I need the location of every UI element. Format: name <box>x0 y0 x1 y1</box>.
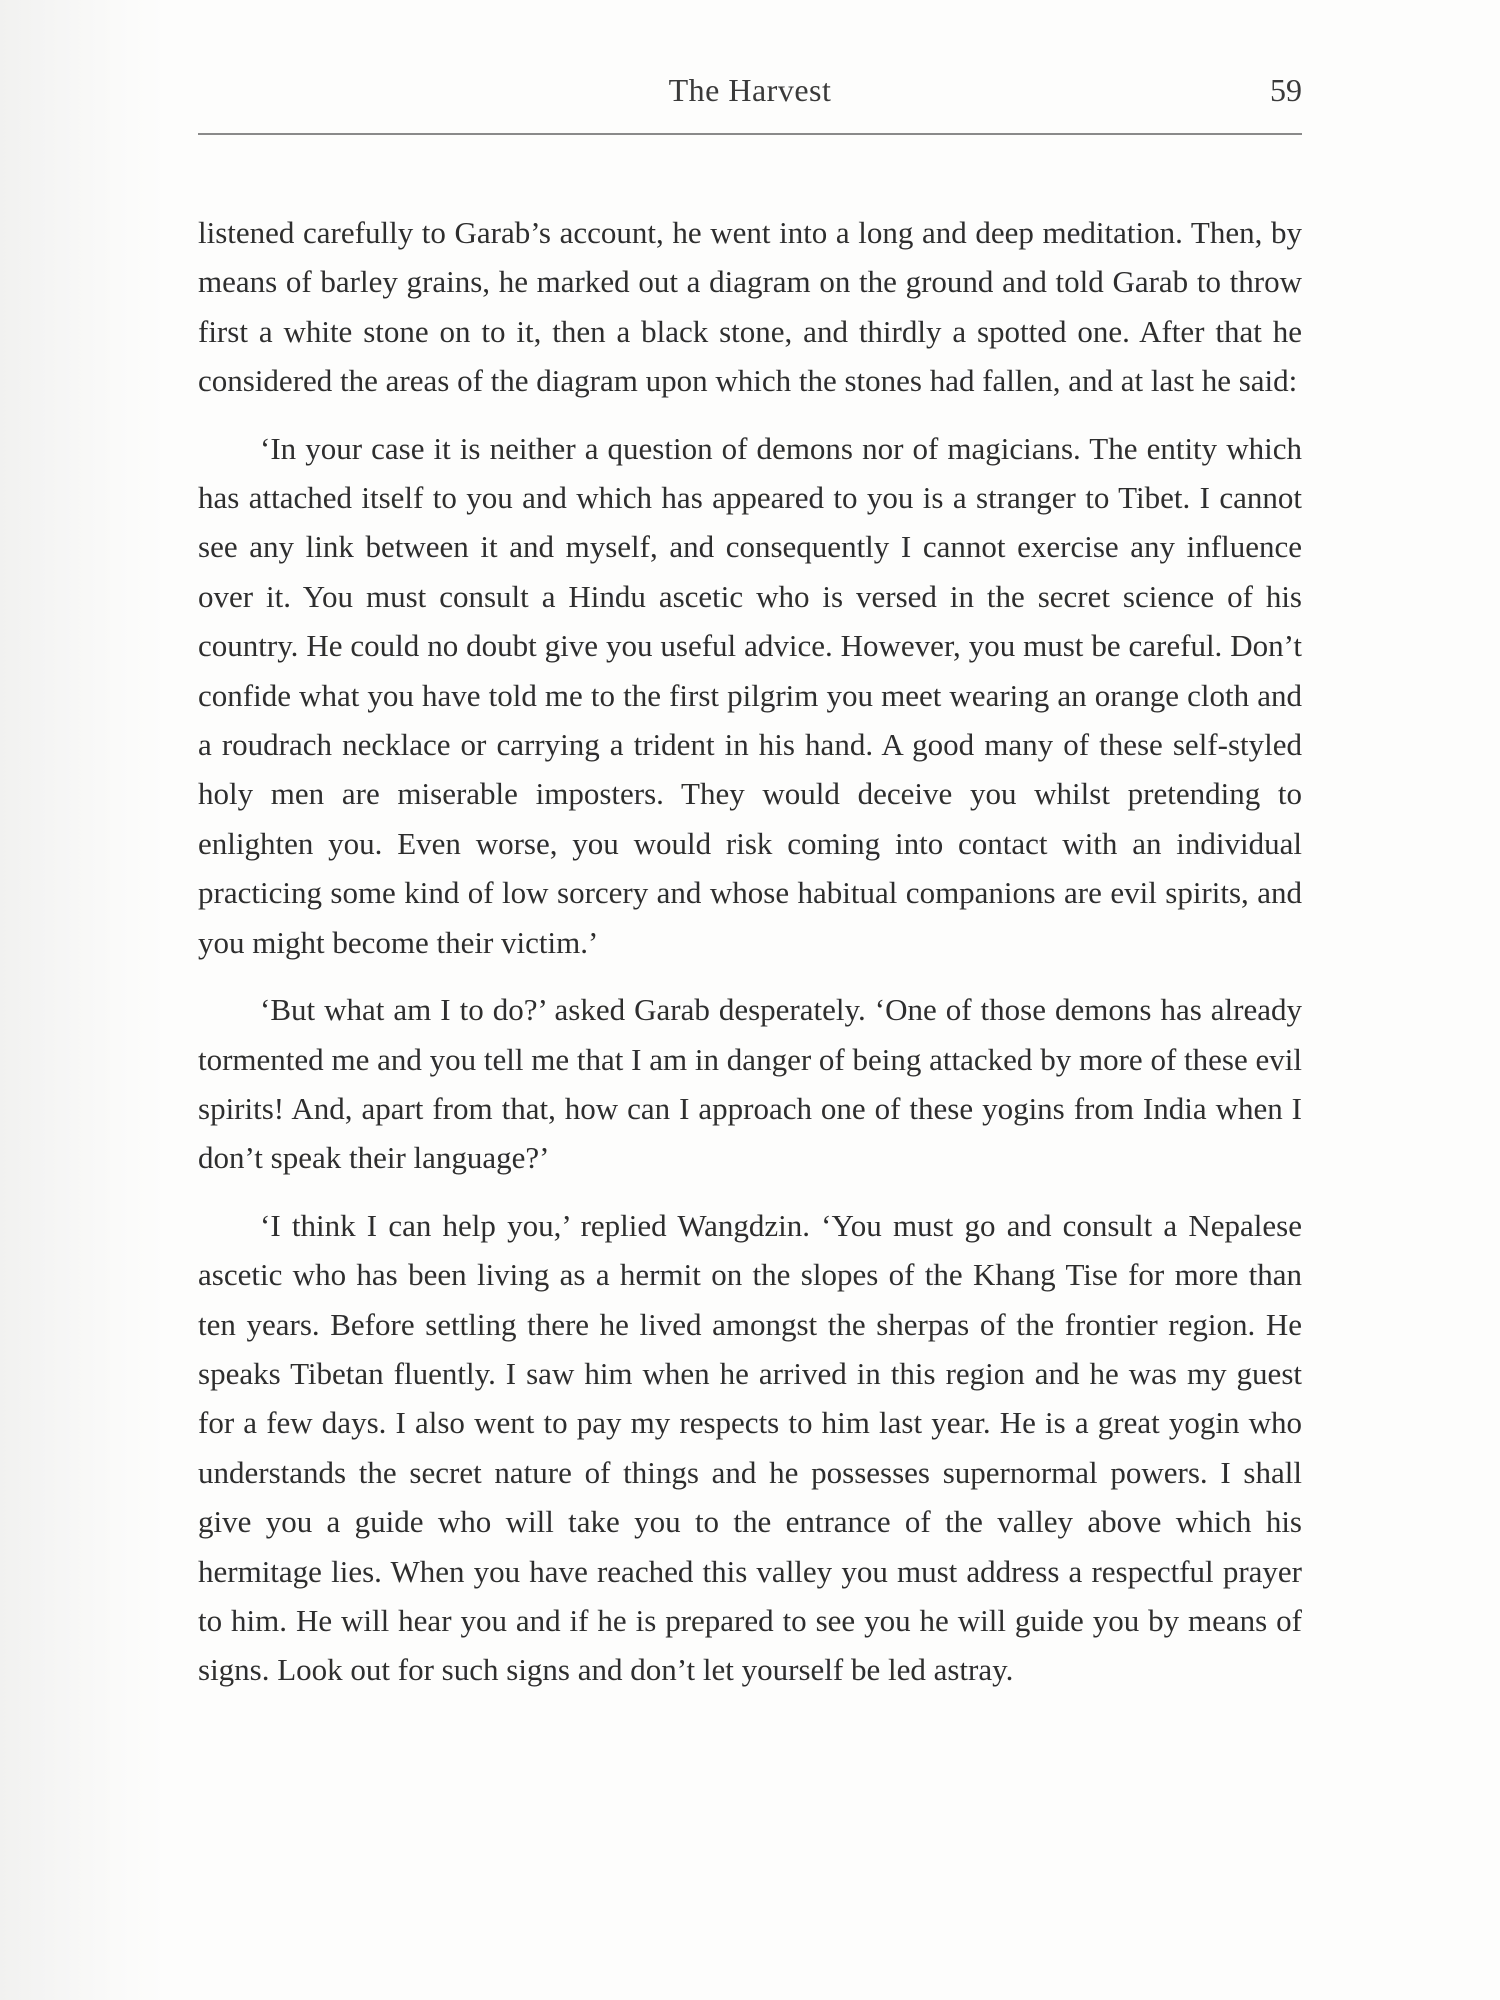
body-text <box>198 208 1302 1695</box>
gutter-shadow <box>0 0 165 2000</box>
paragraph-continued: listened carefully to Garab’s account, he went into a long and deep meditation. Then, by means of barley grains, he marked out a diagram on the ground and told Garab to throw first a white stone on to it, then a black stone, and thirdly a spotted one. After that he considered the areas of the diagram upon which the stones had fallen, and at last he said: <box>198 215 1302 399</box>
page-number: 59 <box>1270 72 1302 108</box>
running-head <box>198 72 1302 122</box>
header-rule <box>198 133 1302 135</box>
paragraph: ‘But what am I to do?’ asked Garab desperately. ‘One of those demons has already tormented me and you tell me that I am in danger of being attacked by more of these evil spirits! And, apart from that, how can I approach one of these yogins from India when I don’t speak their language?’ <box>198 992 1302 1176</box>
running-title: The Harvest <box>668 72 832 108</box>
paragraph: ‘In your case it is neither a question of demons nor of magicians. The entity which has attached itself to you and which has appeared to you is a stranger to Tibet. I cannot see any link between it and myself, and consequently I cannot exercise any influence over it. You must consult a Hindu ascetic who is versed in the secret science of his country. He could no doubt give you useful advice. However, you must be careful. Don’t confide what you have told me to the first pilgrim you meet wearing an orange cloth and a roudrach necklace or carrying a trident in his hand. A good many of these self-styled holy men are miserable imposters. They would deceive you whilst pretending to enlighten you. Even worse, you would risk coming into contact with an individual practicing some kind of low sorcery and whose habitual companions are evil spirits, and you might become their victim.’ <box>198 430 1302 960</box>
paragraph: ‘I think I can help you,’ replied Wangdzin. ‘You must go and consult a Nepalese ascetic who has been living as a hermit on the slopes of the Khang Tise for more than ten years. Before settling there he lived amongst the sherpas of the frontier region. He speaks Tibetan fluently. I saw him when he arrived in this region and he was my guest for a few days. I also went to pay my respects to him last year. He is a great yogin who understands the secret nature of things and he possesses supernormal powers. I shall give you a guide who will take you to the entrance of the valley above which his hermitage lies. When you have reached this valley you must address a respectful prayer to him. He will hear you and if he is prepared to see you he will guide you by means of signs. Look out for such signs and don’t let yourself be led astray. <box>198 1207 1302 1688</box>
